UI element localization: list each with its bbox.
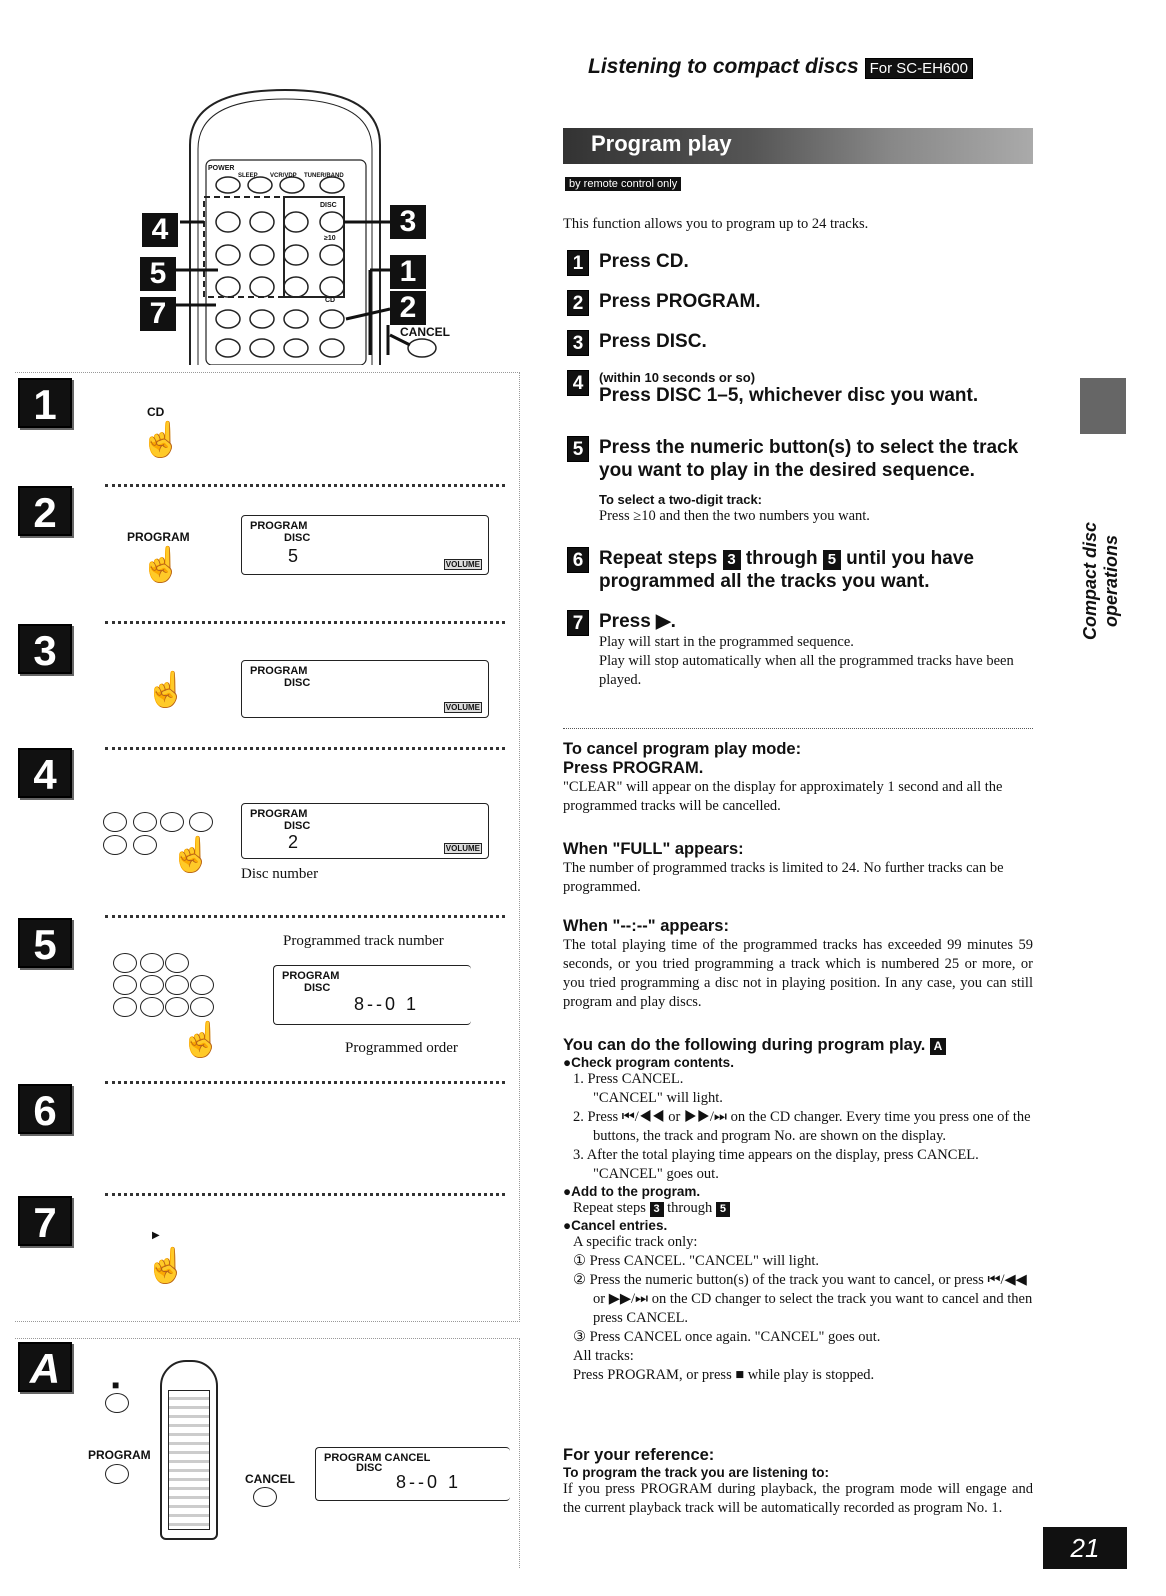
lcd-display (273, 965, 471, 1025)
dotted-separator (105, 484, 505, 487)
check-heading: ●Check program contents. (563, 1055, 734, 1070)
disc-number-label: Disc number (241, 866, 319, 882)
step-ref: 3 (723, 550, 741, 570)
hand-icon: ☝ (140, 547, 183, 584)
lcd-display (315, 1447, 510, 1501)
reference-section (563, 1446, 1033, 1518)
lcd-volume: VOLUME (445, 703, 480, 712)
play-icon: ▶ (152, 1230, 160, 1241)
lcd-program: PROGRAM (282, 970, 340, 982)
left-step-number: 5 (18, 918, 72, 968)
step-number: 4 (567, 370, 589, 396)
lcd-display (241, 803, 489, 859)
lcd-program: PROGRAM (250, 520, 308, 532)
lcd-disc: DISC (356, 1462, 383, 1474)
lcd-disc: DISC (284, 677, 311, 689)
check-item: 1. Press CANCEL. (573, 1071, 684, 1087)
a-program-label: PROGRAM (88, 1448, 151, 1462)
lcd-display (241, 660, 489, 718)
lcd-digit: 5 (288, 546, 299, 566)
check-item: "CANCEL" will light. (593, 1090, 723, 1106)
full-text: The number of programmed tracks is limited to 24. No further tracks can be programmed. (563, 860, 1004, 895)
dotted-separator (105, 1081, 505, 1084)
lcd-program: PROGRAM (250, 665, 308, 677)
full-section (563, 840, 1033, 897)
cancel-item: ① Press CANCEL. "CANCEL" will light. (573, 1253, 819, 1269)
lcd-display (241, 515, 489, 575)
program-button-label: PROGRAM (127, 530, 190, 544)
cancel-label: CANCEL (400, 325, 450, 339)
a-cancel-label: CANCEL (245, 1472, 295, 1486)
cancel-text: "CLEAR" will appear on the display for approximately 1 second and all the programmed tracks will be cancelled. (563, 779, 1003, 814)
following-heading: You can do the following during program play. (563, 1036, 926, 1054)
step-2 (567, 290, 761, 316)
step-desc: Play will start in the programmed sequence. (599, 634, 854, 650)
reference-heading: For your reference: (563, 1446, 715, 1464)
page-header (588, 55, 973, 79)
step-7 (567, 610, 1037, 690)
step-1 (567, 250, 689, 276)
step-desc: Play will stop automatically when all the programmed tracks have been played. (599, 653, 1014, 688)
step-title: Press the numeric button(s) to select the track you want to play in the desired sequence. (599, 437, 1019, 481)
banner-title: Program play (591, 131, 732, 156)
lcd-track: 8--0 1 (396, 1472, 462, 1492)
step-number: 5 (567, 436, 589, 462)
divider (563, 728, 1033, 729)
lcd-digit: 2 (288, 832, 299, 852)
header-title: Listening to compact discs (588, 55, 859, 78)
lcd-volume: VOLUME (445, 844, 480, 853)
cd-label: CD (325, 297, 336, 304)
check-item: 3. After the total playing time appears on the display, press CANCEL. "CANCEL" goes out. (573, 1147, 979, 1182)
callout: 4 (142, 213, 178, 247)
cancel-item: ③ Press CANCEL once again. "CANCEL" goes out. (573, 1329, 881, 1345)
ten-label: ≥10 (324, 235, 336, 242)
following-section (563, 1036, 1033, 1385)
step-5 (567, 436, 1037, 526)
lcd-program: PROGRAM (250, 808, 308, 820)
step-title: Press ▶. (599, 611, 676, 632)
prog-order-label: Programmed order (345, 1040, 458, 1056)
left-step-number: 7 (18, 1196, 72, 1246)
side-label: Compact disc operations (1080, 521, 1121, 641)
mini-remote (160, 1360, 218, 1540)
hand-icon: ☝ (140, 422, 183, 459)
lcd-volume: VOLUME (445, 560, 480, 569)
step-title-b: through (745, 548, 818, 569)
dotted-separator (105, 747, 505, 750)
hand-icon: ☝ (145, 1248, 188, 1285)
power-label: POWER (208, 165, 235, 172)
hand-icon: ☝ (145, 672, 188, 709)
left-step-number: 2 (18, 486, 72, 536)
step-title: Press PROGRAM. (599, 291, 761, 313)
hand-icon: ☝ (170, 837, 213, 874)
tuner-label: TUNER/BAND (304, 173, 344, 179)
left-step-number: 6 (18, 1084, 72, 1134)
callout: 7 (140, 297, 176, 331)
add-heading: ●Add to the program. (563, 1184, 701, 1199)
check-item: 2. Press ⏮/◀◀ or ▶▶/⏭ on the CD changer. Every time you press one of the buttons, the track and program No. are shown on the display. (573, 1109, 1031, 1144)
step-desc: Press ≥10 and then the two numbers you want. (599, 508, 870, 524)
reference-subheading: To program the track you are listening to: (563, 1465, 830, 1480)
ref-tag: A (930, 1038, 946, 1055)
left-step-number: 3 (18, 624, 72, 674)
step-number: 6 (567, 547, 589, 573)
left-step-number: 4 (18, 748, 72, 798)
step-note: (within 10 seconds or so) (599, 370, 756, 385)
callout: 2 (390, 291, 426, 325)
step-ref: 5 (823, 550, 841, 570)
cancel-item: A specific track only: (573, 1234, 698, 1250)
callout: 5 (140, 257, 176, 291)
step-title-c: until you have programmed all the tracks you want. (599, 548, 974, 592)
step-title: Press CD. (599, 251, 689, 273)
lcd-disc: DISC (284, 532, 311, 544)
lcd-disc: DISC (304, 982, 331, 994)
dotted-separator (105, 1193, 505, 1196)
step-number: 3 (567, 330, 589, 356)
add-text-a: Repeat steps (573, 1200, 646, 1216)
full-heading: When "FULL" appears: (563, 840, 744, 858)
step-title: Press DISC. (599, 331, 707, 353)
sleep-label: SLEEP (238, 173, 258, 179)
step-subtitle: To select a two-digit track: (599, 492, 763, 507)
step-ref: 5 (716, 1202, 730, 1217)
left-step-number: A (18, 1342, 72, 1392)
disc-label: DISC (320, 202, 337, 209)
step-number: 1 (567, 250, 589, 276)
cancel-item: ② Press the numeric button(s) of the track you want to cancel, or press ⏮/◀◀ or ▶▶/⏭ on the CD changer to select the track you want to cancel and then press CANCEL. (573, 1272, 1033, 1326)
step-title-a: Repeat steps (599, 548, 718, 569)
step-number: 7 (567, 610, 589, 636)
model-badge: For SC-EH600 (865, 58, 973, 79)
prog-track-number-label: Programmed track number (283, 933, 444, 949)
dash-section (563, 917, 1033, 1012)
step-title: Press DISC 1–5, whichever disc you want. (599, 385, 979, 406)
step-6 (567, 547, 1037, 593)
lcd-program-cancel: PROGRAM CANCEL (324, 1452, 431, 1464)
cancel-item: Press PROGRAM, or press ■ while play is stopped. (573, 1367, 875, 1383)
page-number: 21 (1043, 1527, 1127, 1569)
dash-heading: When "--:--" appears: (563, 917, 729, 935)
intro-text: This function allows you to program up to 24 tracks. (563, 216, 869, 232)
vcr-label: VCR/VDP (270, 173, 297, 179)
dash-text: The total playing time of the programmed tracks has exceeded 99 minutes 59 seconds, or you tried programming a track which is numbered 25 or more, or you tried programming a disc not in playing position. In any case, you can still program and play discs. (563, 937, 1033, 1010)
step-number: 2 (567, 290, 589, 316)
left-step-number: 1 (18, 378, 72, 428)
cd-button-label: CD (147, 405, 165, 419)
section-banner (563, 128, 1033, 164)
callout: 1 (390, 255, 426, 289)
cancel-entries-heading: ●Cancel entries. (563, 1218, 668, 1233)
cancel-heading-2: Press PROGRAM. (563, 759, 704, 777)
dotted-separator (105, 915, 505, 918)
cancel-heading: To cancel program play mode: (563, 740, 802, 758)
remote-only-badge: by remote control only (565, 177, 681, 191)
cancel-section (563, 740, 1033, 816)
step-ref: 3 (650, 1202, 664, 1217)
lcd-track: 8--0 1 (354, 994, 420, 1014)
stop-icon: ■ (112, 1378, 120, 1392)
reference-text: If you press PROGRAM during playback, the program mode will engage and the current playback track will be automatically recorded as program No. 1. (563, 1481, 1033, 1516)
remote-illustration (120, 85, 450, 365)
step-4 (567, 370, 1037, 407)
add-text-b: through (667, 1200, 713, 1216)
cancel-item: All tracks: (573, 1348, 634, 1364)
side-tab (1080, 378, 1126, 434)
hand-icon: ☝ (180, 1022, 223, 1059)
dotted-separator (105, 621, 505, 624)
callout: 3 (390, 205, 426, 239)
lcd-disc: DISC (284, 820, 311, 832)
step-3 (567, 330, 707, 356)
